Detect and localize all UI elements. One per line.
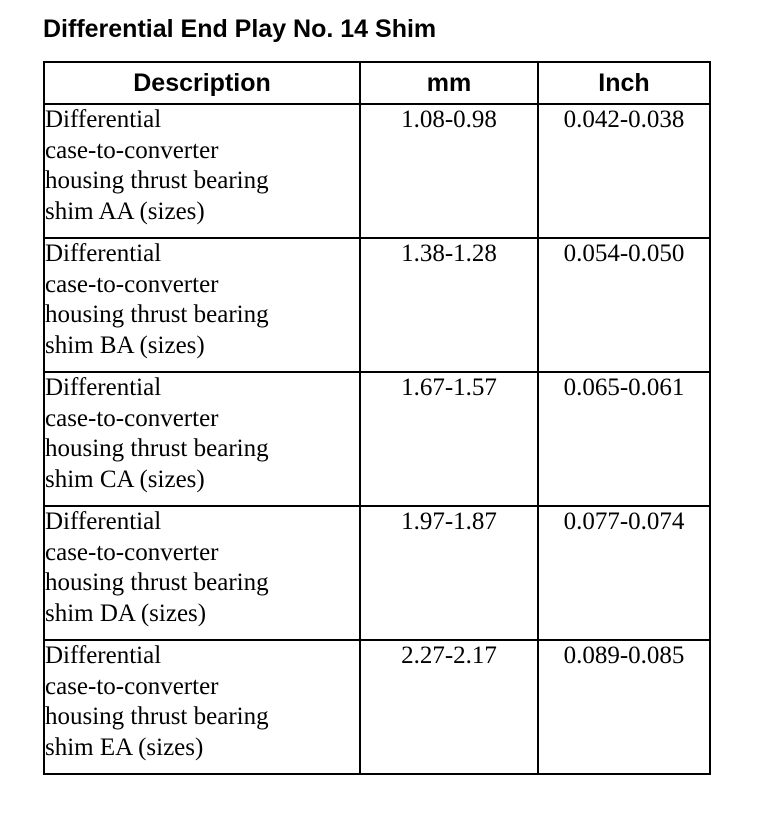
description-line: Differential: [45, 508, 162, 535]
description-line: shim EA (sizes): [45, 733, 204, 761]
column-header-mm: mm: [360, 62, 538, 104]
description-line: housing thrust bearing: [45, 167, 269, 194]
description-cell: [44, 640, 360, 774]
column-header-inch: Inch: [538, 62, 710, 104]
description-line: housing thrust bearing: [45, 569, 269, 596]
description-line: Differential: [45, 374, 162, 401]
mm-value-cell: 1.38-1.28: [360, 238, 538, 372]
inch-value-cell: 0.054-0.050: [538, 238, 710, 372]
description-line: shim BA (sizes): [45, 331, 205, 359]
inch-value-cell: 0.065-0.061: [538, 372, 710, 506]
description-line: housing thrust bearing: [45, 435, 269, 462]
table-row: [44, 640, 710, 774]
column-header-description: Description: [44, 62, 360, 104]
description-line: Differential: [45, 642, 162, 669]
table-body: [44, 104, 710, 774]
description-cell: [44, 372, 360, 506]
shim-spec-table: [43, 61, 711, 775]
description-line: Differential: [45, 240, 162, 267]
description-line: housing thrust bearing: [45, 703, 269, 730]
description-cell: [44, 238, 360, 372]
mm-value-cell: 2.27-2.17: [360, 640, 538, 774]
description-line: shim CA (sizes): [45, 465, 205, 493]
header-row: [44, 62, 710, 104]
table-row: [44, 104, 710, 238]
mm-value-cell: 1.08-0.98: [360, 104, 538, 238]
description-line: case-to-converter: [45, 672, 219, 700]
table-header: [44, 62, 710, 104]
description-cell: [44, 506, 360, 640]
description-line: shim DA (sizes): [45, 599, 207, 627]
page-title: Differential End Play No. 14 Shim: [43, 15, 437, 43]
description-cell: [44, 104, 360, 238]
inch-value-cell: 0.077-0.074: [538, 506, 710, 640]
mm-value-cell: 1.67-1.57: [360, 372, 538, 506]
table-row: [44, 238, 710, 372]
mm-value-cell: 1.97-1.87: [360, 506, 538, 640]
description-line: case-to-converter: [45, 404, 219, 432]
table-row: [44, 372, 710, 506]
table-row: [44, 506, 710, 640]
description-line: case-to-converter: [45, 270, 219, 298]
inch-value-cell: 0.042-0.038: [538, 104, 710, 238]
description-line: case-to-converter: [45, 136, 219, 164]
description-line: housing thrust bearing: [45, 301, 269, 328]
inch-value-cell: 0.089-0.085: [538, 640, 710, 774]
description-line: case-to-converter: [45, 538, 219, 566]
description-line: Differential: [45, 106, 162, 133]
description-line: shim AA (sizes): [45, 197, 205, 225]
